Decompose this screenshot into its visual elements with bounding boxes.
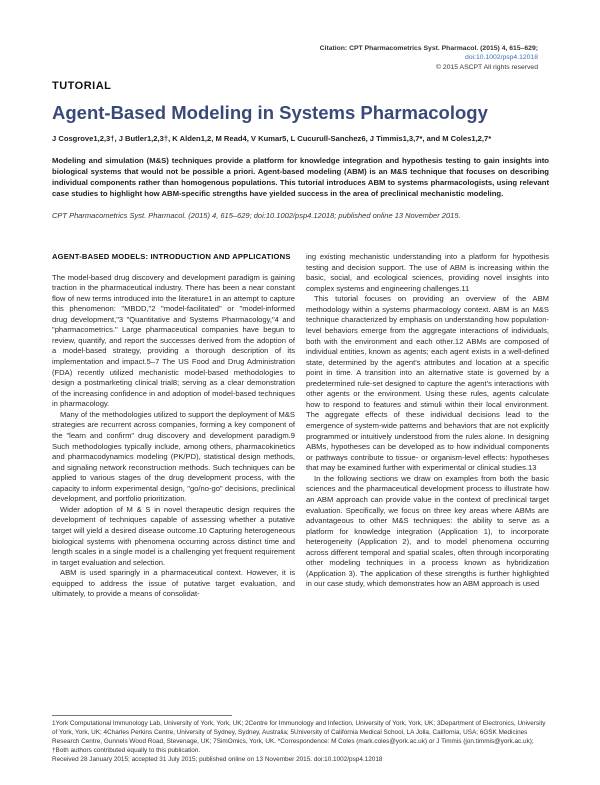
footnotes [52, 719, 549, 764]
affiliations-footnote: 1York Computational Immunology Lab, University of York, York, UK; 2Centre for Immunology and Infection, University of York, York, UK; 3Department of Electronics, University of York, York, UK; 4Charles Perkins Centre, University of Sydney, Sydney, Australia; 5University of California Medical School, LA Jolla, California, USA; 6GSK Medicines Research Centre, Gunnels Wood Road, Stevenage, UK; 7SimOmics, York, UK. *Correspondence: M Coles (mark.coles@york.ac.uk) or J Timmis (jon.timmis@york.ac.uk); †Both authors contributed equally to this publication. [52, 720, 546, 754]
body-paragraph: ABM is used sparingly in a pharmaceutical context. However, it is equipped to address the issue of putative target evaluation, and ultimately, to provide a means of consolidat- [52, 568, 295, 599]
body-paragraph: ing existing mechanistic understanding into a platform for hypothesis testing and decision support. The use of ABM is increasing within the basic, social, and ecological sciences, providing novel insights into complex systems and engineering challenges.11 [306, 252, 549, 293]
author-list: J Cosgrove1,2,3†, J Butler1,2,3†, K Alden1,2, M Read4, V Kumar5, L Cucurull-Sanchez6, J Timmis1,3,7*, and M Coles1,2,7* [52, 134, 492, 143]
section-heading: AGENT-BASED MODELS: INTRODUCTION AND APPLICATIONS [52, 252, 291, 261]
body-paragraph: The model-based drug discovery and development paradigm is gaining traction in the pharmaceutical industry. There has been a near constant flow of new terms introduced into the literature1 in an attempt to capture this phenomenon: "MBDD,"2 "model-facilitated" or "model-informed drug development,"3 "Quantitative and Systems Pharmacology,"4 and "pharmacometrics." Large pharmaceutical companies have begun to review, quantify, and report the successes derived from the adoption of a model-based strategy, providing a thorough description of its implementation and impact.5–7 The US Food and Drug Administration (FDA) recently utilized mechanistic model-based methodologies to design a postmarketing clinical trial8; serving as a clear demonstration of the increasing confidence in and adoption of model-based techniques in pharmacology. [52, 272, 295, 409]
abstract: Modeling and simulation (M&S) techniques provide a platform for knowledge integration and hypothesis testing to gain insights into biological systems that would not be possible a priori. Agent-based modeling (ABM) is an M&S technique that focuses on describing individual components rather than homogenous populations. This tutorial introduces ABM to systems pharmacologists, using relevant case studies to highlight how ABM-specific strengths have yielded success in the area of preclinical mechanistic modeling. [52, 156, 549, 198]
left-column [52, 252, 295, 600]
article-reference-line: CPT Pharmacometrics Syst. Pharmacol. (2015) 4, 615–629; doi:10.1002/psp4.12018; published online 13 November 2015. [52, 211, 461, 220]
right-column [306, 252, 549, 590]
citation-journal: Citation: CPT Pharmacometrics Syst. Pharmacol. (2015) 4, 615–629; [319, 45, 538, 52]
citation-doi-link[interactable]: doi:10.1002/psp4.12018 [465, 54, 538, 62]
article-title: Agent-Based Modeling in Systems Pharmacology [52, 102, 488, 123]
body-paragraph: In the following sections we draw on examples from both the basic sciences and the pharmaceutical development process to illustrate how an ABM approach can provide value in the context of preclinical target evaluation. Specifically, we focus on three key areas where ABMs are advantageous to other M&S techniques: the ability to serve as a platform for knowledge integration (Application 1), to incorporate heterogeneity (Application 2), and to model phenomena occurring across different temporal and spatial scales, often through incorporating other modeling techniques in a process known as hybridization (Application 3). The application of these strengths is further highlighted in our case study, which demonstrates how an ABM approach is used [306, 473, 549, 589]
copyright-line: © 2015 ASCPT All rights reserved [436, 63, 538, 71]
body-paragraph: This tutorial focuses on providing an overview of the ABM methodology within a systems pharmacology context. ABM is an M&S technique characterized by emphasis on understanding how population-level behaviors emerge from the aggregate interactions of individuals, both with the environment and each other.12 ABMs are composed of individual entities, known as agents; each agent exists in a well-defined state, determined by the agent's attributes and location at a specific point in time. A transition into an alternative state is governed by a predetermined rule-set designed to capture the agent's interactions with other agents or the environment. Using these rules, agents calculate how to respond to features and stimuli within their local environment. The aggregate effects of these individual decisions lead to the emergence of system-wide patterns and behaviors that are not explicitly programmed or intuitively understood from the rules alone. In designing ABMs, hypotheses can be developed as to how individual components or pathways contribute to tissue- or organism-level effects: hypotheses that may be examined further with experimental or clinical studies.13 [306, 294, 549, 473]
article-type-label: TUTORIAL [52, 80, 112, 92]
citation-block [278, 44, 538, 72]
received-dates-footnote: Received 28 January 2015; accepted 31 July 2015; published online on 13 November 2015. doi:10.1002/psp4.12018 [52, 756, 383, 763]
body-paragraph: Wider adoption of M & S in novel therapeutic design requires the development of techniques capable of assessing whether a putative target will yield a desired disease outcome.10 Capturing heterogeneous biological systems with phenomena occurring across distinct time and length scales in a single model is a challenging yet frequent requirement in target evaluation and selection. [52, 504, 295, 567]
body-paragraph: Many of the methodologies utilized to support the deployment of M&S strategies are recurrent across companies, forming a key component of the "learn and confirm" drug discovery and development paradigm.9 Such methodologies typically include, among others, pharmacokinetics and pharmacodynamics modeling (PK/PD), statistical design methods, and signaling network reconstruction methods. Such techniques can be applied to various stages of the drug development process, with the capacity to inform experimental design, "go/no-go" decisions, preclinical development, and portfolio prioritization. [52, 409, 295, 504]
footnote-divider [52, 715, 232, 716]
